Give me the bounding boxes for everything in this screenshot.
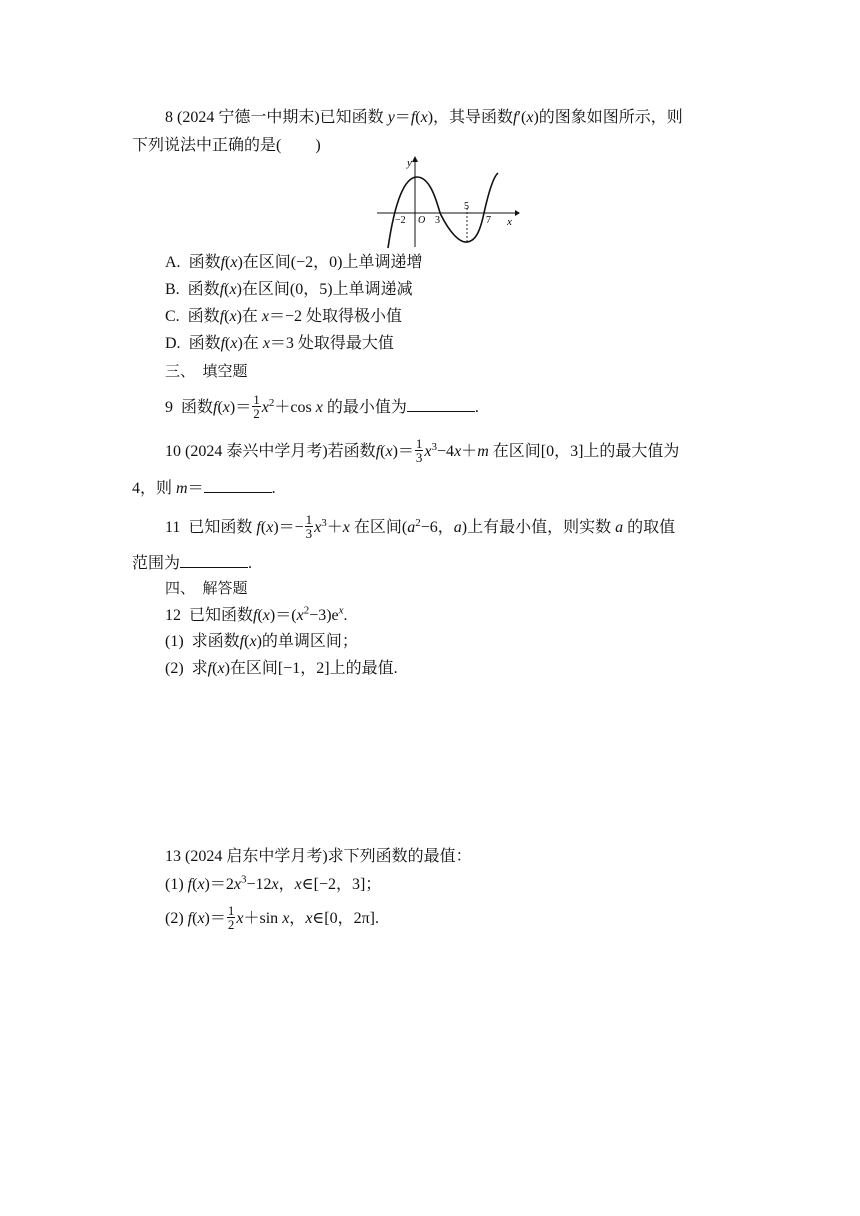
q8-number: 8 xyxy=(165,109,173,126)
q8-option-a[interactable]: A. 函数f(x)在区间(−2，0)上单调递增 xyxy=(165,254,423,271)
derivative-graph xyxy=(375,155,520,250)
q9-line: 9 函数f(x)＝ $\frac{1}{2}$ $x^2+\cos$ x 的最小值为 . xyxy=(165,392,479,421)
q8-option-d[interactable]: D. 函数f(x)在 x＝3 处取得最大值 xyxy=(165,335,394,352)
fraction-one-third: $\frac{1}{3}$ xyxy=(415,436,423,465)
q9-answer-blank[interactable] xyxy=(407,397,475,412)
q11-line1: 11 已知函数 f(x)＝− $\frac{1}{3}$ $x^3+x$ 在区间($a^2-6$，a)上有最小值，则实数 a 的取值 xyxy=(165,512,676,541)
fraction-one-third-q11: $\frac{1}{3}$ xyxy=(305,512,313,541)
section-3-heading: 三、 填空题 xyxy=(165,362,248,380)
q10-answer-blank[interactable] xyxy=(204,478,272,493)
derivative-curve xyxy=(388,173,498,248)
q8-option-c[interactable]: C. 函数f(x)在 x＝−2 处取得极小值 xyxy=(165,308,403,325)
tick-label-5: 5 xyxy=(464,201,469,212)
q10-line2: 4，则 m＝ . xyxy=(132,480,276,497)
x-axis-label: x xyxy=(507,216,512,228)
q8-stem-line1: 8 (2024 宁德一中期末)已知函数 y＝f(x)，其导函数f′(x)的图象如图所示，则 xyxy=(165,109,683,126)
fraction-one-half: $\frac{1}{2}$ xyxy=(253,392,260,421)
tick-label-7: 7 xyxy=(486,215,491,226)
q8-stem-line2: 下列说法中正确的是( ) xyxy=(132,137,321,154)
q11-line2: 范围为 . xyxy=(132,555,253,572)
section-4-heading: 四、 解答题 xyxy=(165,579,248,597)
tick-label-neg2: −2 xyxy=(395,215,406,226)
q12-stem: 12 已知函数$f(x)=(x^2-3)e^x$. xyxy=(165,604,348,624)
q13-stem: 13 (2024 启东中学月考)求下列函数的最值： xyxy=(165,848,472,865)
y-axis-label: y xyxy=(407,157,412,169)
q11-answer-blank[interactable] xyxy=(180,553,248,568)
q13-part1: (1) $f(x)=2x^3-12x$，x∈[−2，3]； xyxy=(165,873,382,893)
q13-part2: (2) f(x)＝ $\frac{1}{2}$ x＋sin x，x∈[0，2π]. xyxy=(165,903,380,932)
x-axis-arrow xyxy=(515,210,520,216)
q12-part1: (1) 求函数f(x)的单调区间； xyxy=(165,633,358,650)
q8-option-b[interactable]: B. 函数f(x)在区间(0，5)上单调递减 xyxy=(165,281,413,298)
tick-label-3: 3 xyxy=(435,215,440,226)
y-axis-arrow xyxy=(412,156,418,162)
fraction-one-half-q13: $\frac{1}{2}$ xyxy=(227,903,235,932)
q12-part2: (2) 求f(x)在区间[−1，2]上的最值. xyxy=(165,660,398,677)
origin-label: O xyxy=(418,215,426,226)
q8-source: (2024 宁德一中期末) xyxy=(177,109,320,126)
q10-line1: 10 (2024 泰兴中学月考)若函数f(x)＝ $\frac{1}{3}$ $x^3-4x+m$ 在区间[0，3]上的最大值为 xyxy=(165,436,680,465)
